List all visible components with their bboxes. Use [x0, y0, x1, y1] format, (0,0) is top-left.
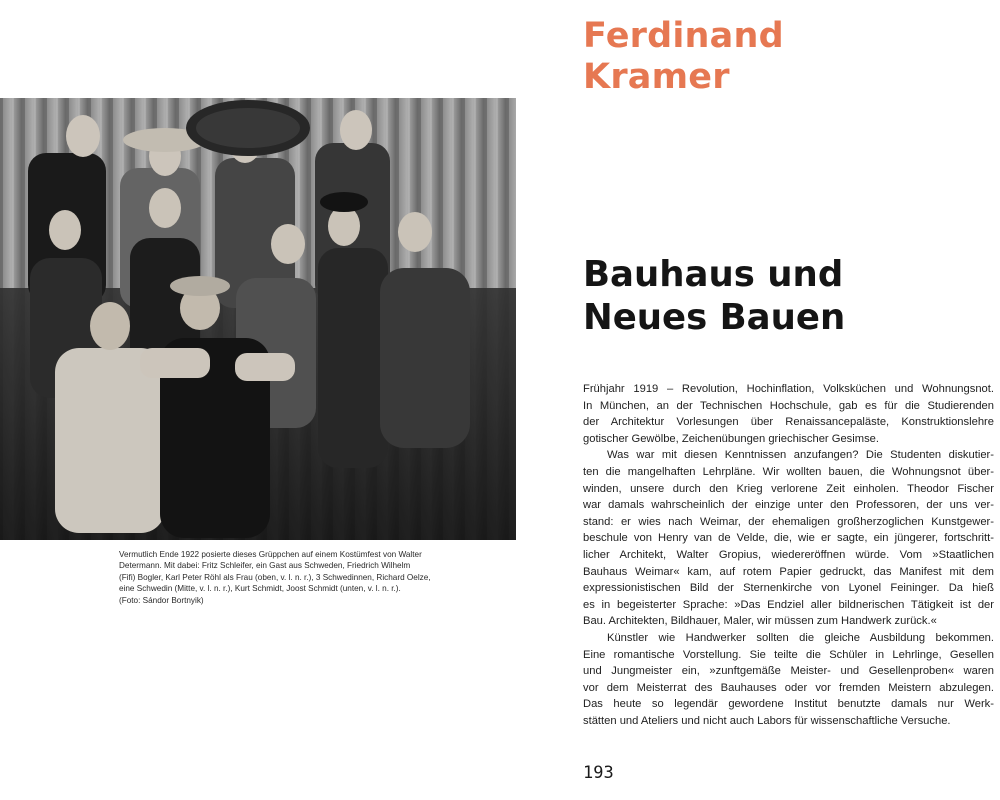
text-line: ten die mangelhaften Lehrpläne. Wir wollten bauen, die Wohnungsnot über-	[583, 465, 994, 478]
text-line: stätten und Ateliers und nicht auch Labors für wissenschaftliche Versuche.	[583, 714, 951, 727]
text-line: war damals wahrscheinlich der einzige unter den Professoren, der uns ver-	[583, 499, 994, 512]
text-line: Frühjahr 1919 – Revolution, Hochinflation, Volksküchen und Wohnungsnot.	[583, 383, 994, 395]
text-line: Das heute so legendär gewordene Institut benutzte damals nur Werk-	[583, 698, 994, 711]
caption-line: eine Schwedin (Mitte, v. l. n. r.), Kurt Schmidt, Joost Schmidt (unten, v. l. n. r.).	[119, 584, 401, 594]
author-name-line: Ferdinand	[583, 16, 784, 56]
caption-line: (Foto: Sándor Bortnyik)	[119, 595, 204, 605]
text-line: winden, unsere durch den Krieg verlorene Zeit einholen. Theodor Fischer	[583, 482, 994, 495]
text-line: stand: er wies nach Weimar, der ehemaligen großherzoglichen Kunstgewer-	[583, 515, 994, 528]
caption-line: Determann. Mit dabei: Fritz Schleifer, ein Gast aus Schweden, Friedrich Wilhelm	[119, 561, 411, 571]
chapter-title	[583, 253, 845, 339]
author-name-line: Kramer	[583, 57, 730, 97]
text-line: Künstler wie Handwerker sollten die gleiche Ausbildung bekommen.	[607, 631, 994, 644]
text-line: Bauhaus Weimar« kam, auf rotem Papier gedruckt, das Manifest mit dem	[583, 565, 994, 578]
paragraph	[583, 381, 994, 447]
photo-image	[0, 98, 516, 540]
text-line: expressionistischen Bild der Sternenkirche von Lyonel Feininger. Da hieß	[583, 582, 994, 595]
text-line: vor dem Meisterrat des Bauhauses oder vor fremden Meistern abzulegen.	[583, 681, 994, 694]
page-number: 193	[583, 763, 614, 783]
text-line: In München, an der Technischen Hochschule, gab es für die Studierenden	[583, 399, 994, 412]
text-line: beschule von Henry van de Velde, die, wie er sagte, ein jüngerer, fortschritt-	[583, 532, 994, 545]
chapter-title-line: Neues Bauen	[583, 297, 846, 338]
text-line: der Architektur Vorlesungen über Renaissancepaläste, Konstruktionslehre	[583, 416, 994, 429]
text-line: gotischer Gewölbe, Zeichenübungen griechischer Gesimse.	[583, 432, 880, 445]
chapter-title-line: Bauhaus und	[583, 254, 844, 295]
caption-line: Vermutlich Ende 1922 posierte dieses Grüppchen auf einem Kostümfest von Walter	[119, 550, 422, 559]
photo-caption	[119, 549, 481, 606]
group-photo	[0, 98, 516, 540]
text-line: licher Architekt, Walter Gropius, wiedereröffnen würde. Vom »Staatlichen	[583, 548, 994, 561]
paragraph	[583, 630, 994, 730]
author-name	[583, 16, 784, 98]
text-line: und Jungmeister ein, »zunftgemäße Meister- und Gesellenproben« waren	[583, 665, 994, 678]
text-line: Bau. Architekten, Bildhauer, Maler, wir müssen zum Handwerk zurück.«	[583, 615, 937, 628]
paragraph	[583, 447, 994, 630]
body-text	[583, 381, 994, 729]
text-line: Eine romantische Vorstellung. Sie teilte die Schüler in Lehrlinge, Gesellen	[583, 648, 994, 661]
text-line: es in begeisterter Sprache: »Das Endziel aller bildnerischen Tätigkeit ist der	[583, 598, 994, 611]
caption-line: (Fifi) Bogler, Karl Peter Röhl als Frau (oben, v. l. n. r.), 3 Schwedinnen, Richard Oelze,	[119, 572, 431, 582]
text-line: Was war mit diesen Kenntnissen anzufangen? Die Studenten diskutier-	[607, 449, 994, 462]
